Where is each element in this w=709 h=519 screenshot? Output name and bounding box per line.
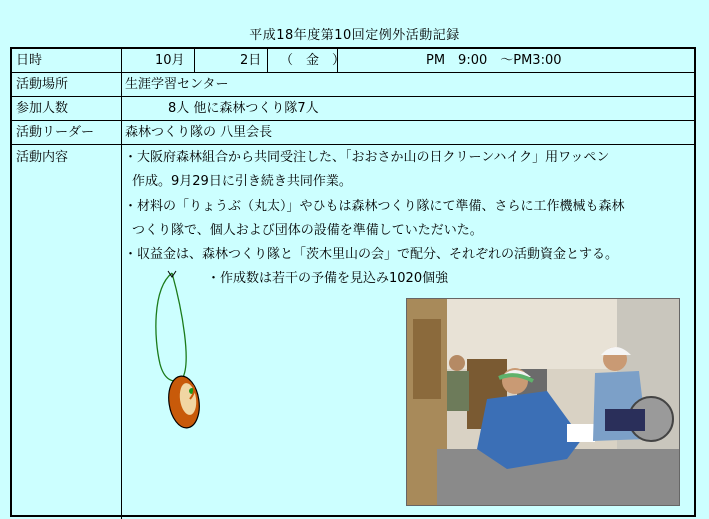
date-weekday: （ 金 ） <box>280 53 346 68</box>
row-divider <box>12 96 694 97</box>
date-day: 2日 <box>240 53 262 68</box>
label-column-divider <box>121 49 122 519</box>
content-line: 作成。9月29日に引き続き共同作業。 <box>132 174 352 189</box>
activity-record-table <box>10 47 696 517</box>
participants-label: 参加人数 <box>16 101 69 116</box>
leader-value: 森林つくり隊の 八里会長 <box>125 125 273 140</box>
page-title: 平成18年度第10回定例外活動記録 <box>249 28 460 43</box>
content-line: ・収益金は、森林つくり隊と「茨木里山の会」で配分、それぞれの活動資金とする。 <box>124 247 619 262</box>
content-line: ・材料の「りょうぶ（丸太）」やひもは森林つくり隊にて準備、さらに工作機械も森林 <box>124 199 625 214</box>
content-label: 活動内容 <box>16 150 69 165</box>
participants-value: 8人 他に森林つくり隊7人 <box>168 101 319 116</box>
content-line: ・作成数は若干の予備を見込み1020個強 <box>207 271 449 286</box>
date-label: 日時 <box>16 53 43 68</box>
date-cell-divider <box>267 49 268 72</box>
wooden-badge-illustration <box>132 269 222 439</box>
place-value: 生涯学習センター <box>125 77 229 92</box>
leader-label: 活動リーダー <box>16 125 95 140</box>
date-cell-divider <box>194 49 195 72</box>
content-line: ・大阪府森林組合から共同受注した、「おおさか山の日クリーンハイク」用ワッペン <box>124 150 610 165</box>
date-month: 10月 <box>155 53 185 68</box>
row-divider <box>12 72 694 73</box>
workshop-photo <box>406 298 680 506</box>
row-divider <box>12 120 694 121</box>
date-time: PM 9:00 ～PM3:00 <box>426 53 562 68</box>
place-label: 活動場所 <box>16 77 69 92</box>
content-line: つくり隊で、個人および団体の設備を準備していただいた。 <box>132 223 483 238</box>
row-divider <box>12 144 694 145</box>
